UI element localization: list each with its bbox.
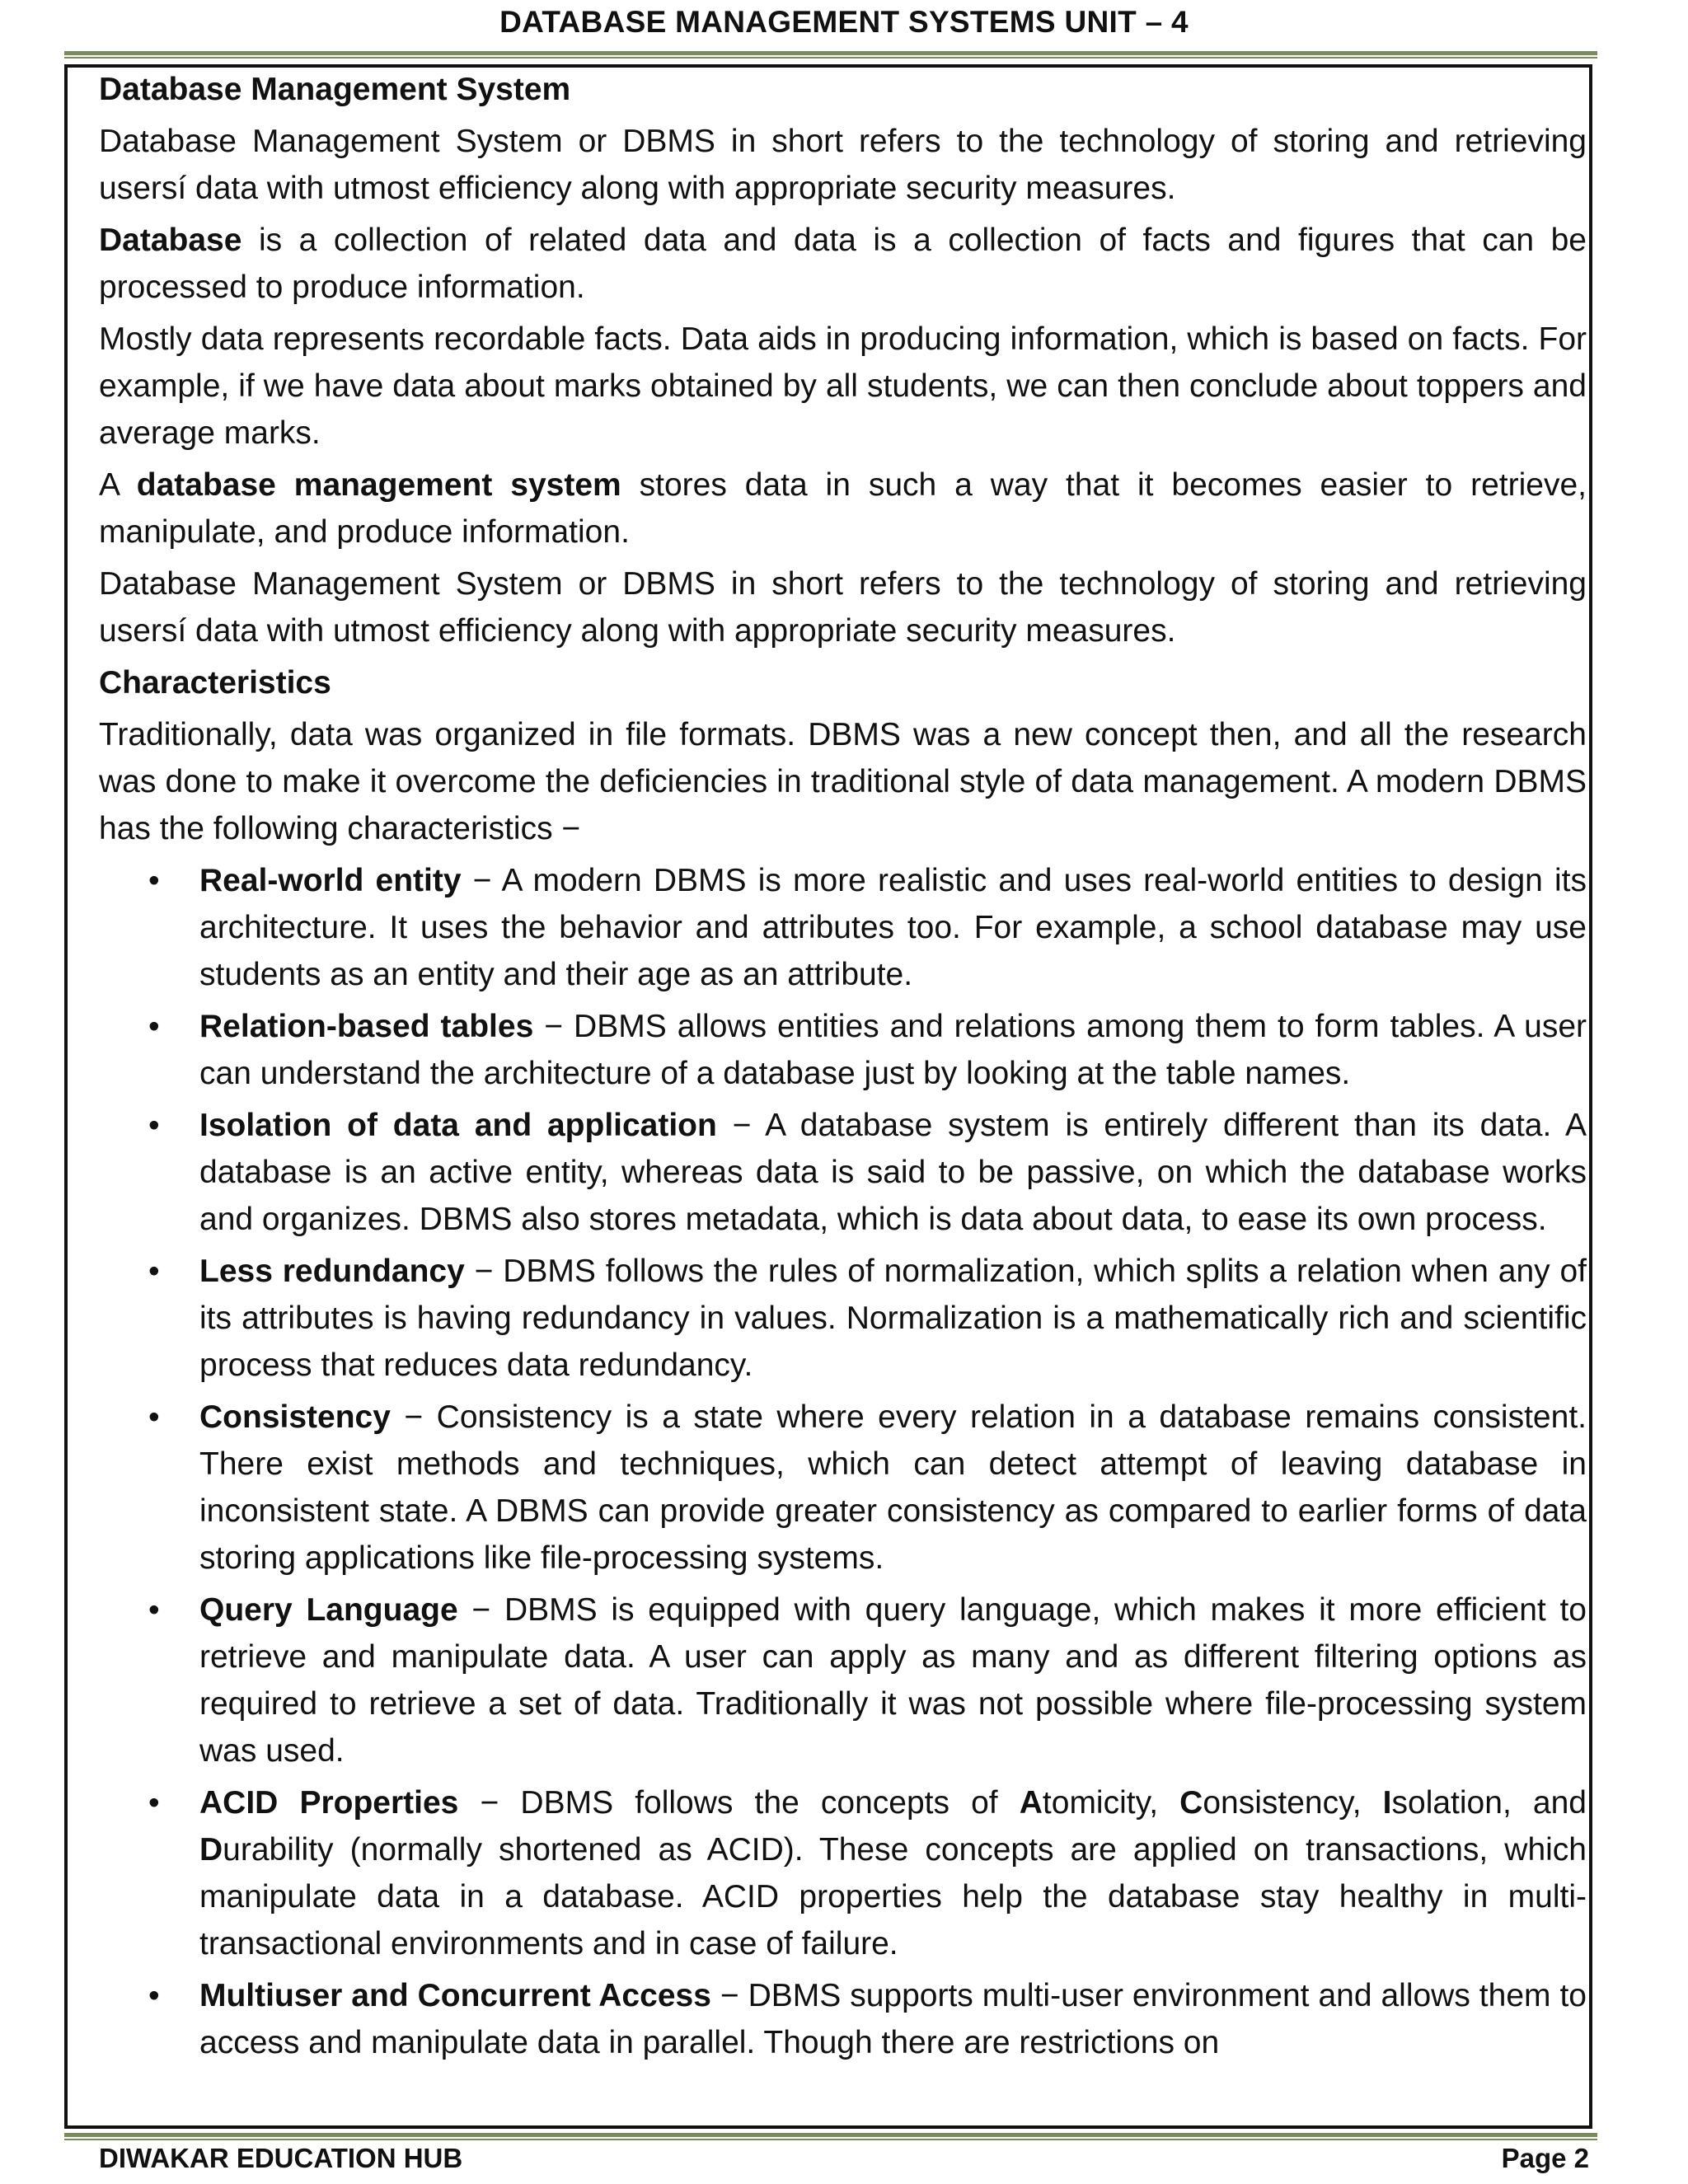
list-item	[99, 1394, 1587, 1582]
list-item-term: Relation-based tables	[199, 1009, 534, 1044]
page-header-title: DATABASE MANAGEMENT SYSTEMS UNIT – 4	[499, 5, 1189, 39]
bullet-icon: •	[148, 1978, 160, 2013]
list-item-term: ACID Properties	[199, 1785, 459, 1821]
term-database: Database	[99, 223, 242, 258]
bullet-icon: •	[148, 1009, 160, 1044]
list-item-text: − DBMS supports multi-user environment and allows them to access and manipulate data in parallel. Though there are restrictions on	[199, 1978, 1587, 2060]
section-heading-dbms: Database Management System	[99, 72, 571, 107]
bullet-icon: •	[148, 1785, 160, 1821]
list-item-text: onsistency,	[1203, 1785, 1383, 1821]
bullet-icon: •	[148, 1108, 160, 1143]
list-item-acid	[99, 1779, 1587, 1967]
list-item-term: Multiuser and Concurrent Access	[199, 1978, 711, 2013]
footer-publisher: DIWAKAR EDUCATION HUB	[99, 2143, 463, 2173]
bullet-icon: •	[148, 1592, 160, 1628]
list-item-term: Query Language	[199, 1592, 458, 1628]
bullet-icon: •	[148, 1254, 160, 1289]
bullet-icon: •	[148, 1399, 160, 1435]
paragraph-text: is a collection of related data and data is a collection of facts and figures that can be processed to produce information.	[99, 223, 1587, 305]
list-item-text: − Consistency is a state where every relation in a database remains consistent. There exist methods and techniques, which can detect attempt of leaving database in inconsistent state. A DBMS can provide greater consistency as compared to earlier forms of data storing applications like file-processing systems.	[199, 1399, 1587, 1576]
list-item-term: Consistency	[199, 1399, 391, 1435]
list-item-term: Real-world entity	[199, 863, 462, 898]
list-item-text: solation, and	[1391, 1785, 1587, 1821]
list-item-text: − DBMS allows entities and relations among them to form tables. A user can understand the architecture of a database just by looking at the table names.	[199, 1009, 1587, 1091]
page-content	[99, 66, 1587, 2126]
paragraph-data-facts: Mostly data represents recordable facts. Data aids in producing information, which is based on facts. For example, if we have data about marks obtained by all students, we can then conclude about toppers and average marks.	[99, 321, 1587, 451]
list-item	[99, 1586, 1587, 1774]
list-item	[99, 1972, 1587, 2066]
footer-rule	[64, 2133, 1597, 2137]
paragraph-text: stores data in such a way that it becomes easier to retrieve, manipulate, and produce information.	[99, 467, 1587, 550]
acid-letter-a: A	[1019, 1785, 1043, 1821]
list-item	[99, 1102, 1587, 1243]
characteristics-list	[99, 857, 1587, 2066]
footer-rule-thin	[64, 2139, 1597, 2140]
header-rule-thin	[64, 57, 1597, 59]
paragraph-text: A	[99, 467, 137, 503]
acid-letter-c: C	[1179, 1785, 1203, 1821]
paragraph-dbms-definition: Database Management System or DBMS in short refers to the technology of storing and retrieving usersí data with utmost efficiency along with appropriate security measures.	[99, 124, 1587, 206]
page-number: Page 2	[1501, 2143, 1589, 2173]
term-dbms: database management system	[136, 467, 621, 503]
list-item-text: − DBMS follows the rules of normalization, which splits a relation when any of its attributes is having redundancy in values. Normalization is a mathematically rich and scientific process that reduces data redundancy.	[199, 1254, 1587, 1383]
list-item-text: − DBMS follows the concepts of	[458, 1785, 1020, 1821]
list-item-text: urability (normally shortened as ACID). These concepts are applied on transactions, which manipulate data in a database. ACID properties help the database stay healthy in multi-transactional environments and in case of failure.	[199, 1832, 1587, 1961]
paragraph-dbms-definition-repeat: Database Management System or DBMS in short refers to the technology of storing and retrieving usersí data with utmost efficiency along with appropriate security measures.	[99, 566, 1587, 649]
list-item	[99, 1248, 1587, 1389]
list-item	[99, 1003, 1587, 1097]
acid-letter-i: I	[1382, 1785, 1392, 1821]
header-rule	[64, 51, 1597, 55]
list-item-text: − A modern DBMS is more realistic and uses real-world entities to design its architecture. It uses the behavior and attributes too. For example, a school database may use students as an entity and their age as an attribute.	[199, 863, 1587, 992]
list-item-term: Isolation of data and application	[199, 1108, 717, 1143]
list-item-text: tomicity,	[1042, 1785, 1180, 1821]
list-item-text: − DBMS is equipped with query language, which makes it more efficient to retrieve and manipulate data. A user can apply as many and as different filtering options as required to retrieve a set of data. Traditionally it was not possible where file-processing system was used.	[199, 1592, 1587, 1769]
paragraph-database-definition	[99, 217, 1587, 311]
list-item-text: − A database system is entirely different than its data. A database is an active entity, whereas data is said to be passive, on which the database works and organizes. DBMS also stores metadata, which is data about data, to ease its own process.	[199, 1108, 1587, 1237]
paragraph-characteristics-intro: Traditionally, data was organized in file formats. DBMS was a new concept then, and all the research was done to make it overcome the deficiencies in traditional style of data management. A modern DBMS has the following characteristics −	[99, 717, 1587, 846]
acid-letter-d: D	[199, 1832, 223, 1868]
list-item-term: Less redundancy	[199, 1254, 465, 1289]
bullet-icon: •	[148, 863, 160, 898]
list-item	[99, 857, 1587, 998]
paragraph-dbms-purpose	[99, 462, 1587, 555]
section-heading-characteristics: Characteristics	[99, 665, 331, 701]
